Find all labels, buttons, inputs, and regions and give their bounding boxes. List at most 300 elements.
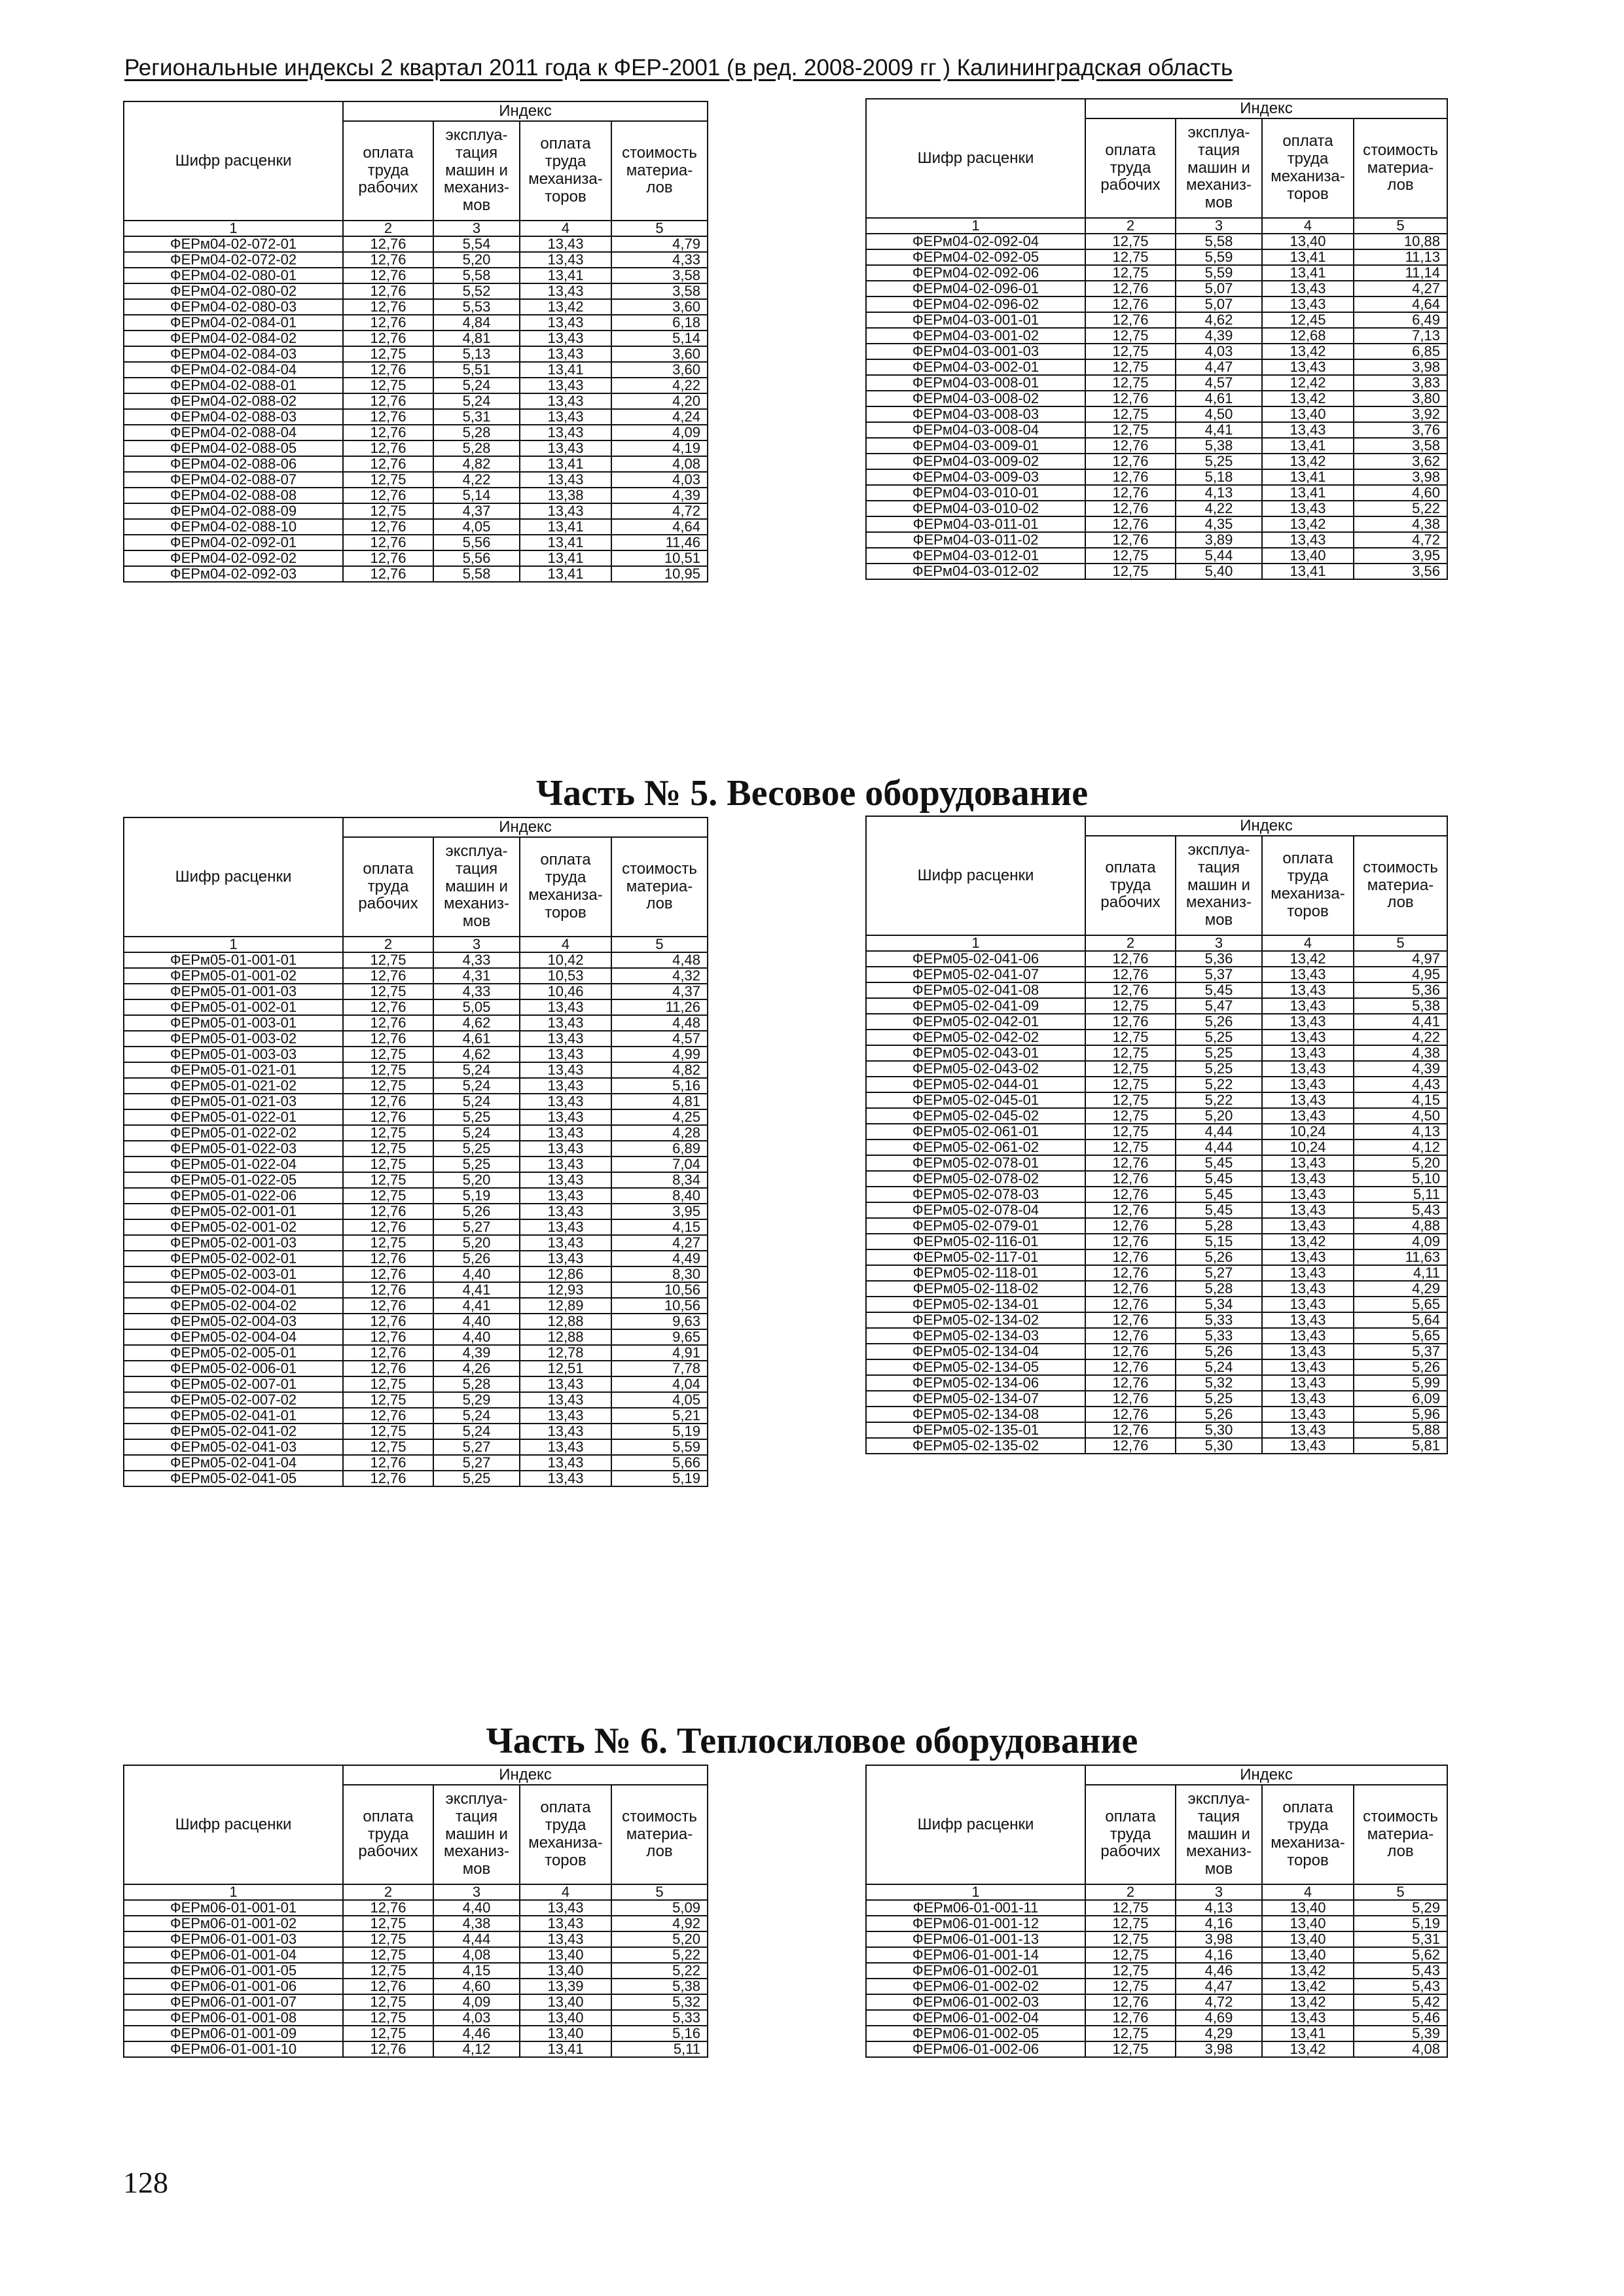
machines-index-cell: 4,37 [433,503,520,519]
table-row [866,375,1447,391]
header-materials: стоимость материа-лов [611,121,708,221]
materials-index-cell: 3,56 [1354,564,1447,579]
mech-labor-index-cell: 13,43 [520,1094,611,1109]
machines-index-cell: 4,47 [1176,1979,1262,1994]
table-row [866,1312,1447,1328]
column-number: 4 [1262,218,1354,234]
mech-labor-index-cell: 13,43 [1262,1045,1354,1061]
machines-index-cell: 4,40 [433,1266,520,1282]
mech-labor-index-cell: 13,43 [1262,501,1354,516]
machines-index-cell: 5,24 [433,1125,520,1141]
materials-index-cell: 4,91 [611,1345,708,1361]
machines-index-cell: 3,98 [1176,2041,1262,2057]
rate-code-cell: ФЕРм06-01-001-01 [124,1900,343,1916]
table-row [124,1125,708,1141]
table-row [866,1979,1447,1994]
table-row [124,331,708,346]
mech-labor-index-cell: 13,38 [520,488,611,503]
materials-index-cell: 5,31 [1354,1931,1447,1947]
machines-index-cell: 4,16 [1176,1947,1262,1963]
rate-code-cell: ФЕРм06-01-001-13 [866,1931,1085,1947]
machines-index-cell: 5,47 [1176,998,1262,1014]
rate-code-cell: ФЕРм05-02-135-01 [866,1422,1085,1438]
materials-index-cell: 6,85 [1354,344,1447,359]
mech-labor-index-cell: 13,43 [1262,1077,1354,1092]
materials-index-cell: 7,04 [611,1157,708,1172]
machines-index-cell: 4,60 [433,1979,520,1994]
rate-code-cell: ФЕРм05-01-001-03 [124,984,343,999]
labor-index-cell: 12,75 [343,1062,433,1078]
labor-index-cell: 12,76 [343,299,433,315]
materials-index-cell: 5,16 [611,2026,708,2041]
labor-index-cell: 12,76 [343,1900,433,1916]
materials-index-cell: 3,95 [611,1204,708,1219]
materials-index-cell: 8,30 [611,1266,708,1282]
table-row [124,1314,708,1329]
rate-code-cell: ФЕРм05-02-134-01 [866,1297,1085,1312]
labor-index-cell: 12,76 [343,550,433,566]
column-number: 3 [1176,218,1262,234]
mech-labor-index-cell: 12,88 [520,1314,611,1329]
header-mech-labor: оплата труда механиза-торов [1262,836,1354,935]
materials-index-cell: 5,81 [1354,1438,1447,1454]
rate-code-cell: ФЕРм05-02-041-04 [124,1455,343,1471]
machines-index-cell: 5,25 [1176,1391,1262,1407]
labor-index-cell: 12,76 [343,535,433,550]
table-row [866,1014,1447,1030]
table-row [124,1204,708,1219]
table-row [124,472,708,488]
table-row [124,1963,708,1979]
materials-index-cell: 9,63 [611,1314,708,1329]
rate-code-cell: ФЕРм04-03-009-01 [866,438,1085,454]
rate-code-cell: ФЕРм04-03-008-01 [866,375,1085,391]
machines-index-cell: 5,32 [1176,1375,1262,1391]
table-row [866,501,1447,516]
materials-index-cell: 5,22 [1354,501,1447,516]
table-row [124,252,708,268]
header-materials: стоимость материа-лов [1354,1785,1447,1884]
labor-index-cell: 12,75 [343,378,433,393]
table-row [124,1109,708,1125]
table-row [866,1030,1447,1045]
mech-labor-index-cell: 13,43 [520,1062,611,1078]
labor-index-cell: 12,75 [1085,1124,1176,1139]
table-row [124,952,708,968]
machines-index-cell: 5,24 [433,1094,520,1109]
machines-index-cell: 5,45 [1176,982,1262,998]
table-row [124,409,708,425]
table-row [124,1376,708,1392]
table-row [866,1994,1447,2010]
mech-labor-index-cell: 12,42 [1262,375,1354,391]
machines-index-cell: 5,58 [433,268,520,283]
mech-labor-index-cell: 13,43 [520,1109,611,1125]
machines-index-cell: 5,45 [1176,1187,1262,1202]
machines-index-cell: 4,41 [433,1298,520,1314]
column-number: 4 [520,937,611,952]
materials-index-cell: 4,11 [1354,1265,1447,1281]
machines-index-cell: 4,26 [433,1361,520,1376]
table-row [866,1061,1447,1077]
machines-index-cell: 5,26 [433,1204,520,1219]
table-row [124,1188,708,1204]
table-row [866,469,1447,485]
table-row [124,1900,708,1916]
machines-index-cell: 5,56 [433,550,520,566]
machines-index-cell: 5,07 [1176,296,1262,312]
column-number: 2 [1085,218,1176,234]
column-number: 5 [611,221,708,236]
materials-index-cell: 4,82 [611,1062,708,1078]
materials-index-cell: 8,40 [611,1188,708,1204]
rate-code-cell: ФЕРм05-02-006-01 [124,1361,343,1376]
labor-index-cell: 12,75 [1085,234,1176,249]
labor-index-cell: 12,76 [343,1251,433,1266]
materials-index-cell: 5,26 [1354,1359,1447,1375]
machines-index-cell: 4,46 [1176,1963,1262,1979]
machines-index-cell: 5,24 [433,393,520,409]
machines-index-cell: 5,24 [433,1408,520,1424]
mech-labor-index-cell: 13,39 [520,1979,611,1994]
rate-code-cell: ФЕРм05-02-041-09 [866,998,1085,1014]
labor-index-cell: 12,75 [1085,2026,1176,2041]
labor-index-cell: 12,75 [343,1424,433,1439]
labor-index-cell: 12,75 [1085,548,1176,564]
table-row [124,1471,708,1486]
table-row [124,2041,708,2057]
machines-index-cell: 4,40 [433,1329,520,1345]
rate-code-cell: ФЕРм04-02-088-01 [124,378,343,393]
rate-code-cell: ФЕРм05-01-021-03 [124,1094,343,1109]
materials-index-cell: 5,88 [1354,1422,1447,1438]
mech-labor-index-cell: 13,43 [520,1015,611,1031]
labor-index-cell: 12,76 [343,488,433,503]
mech-labor-index-cell: 13,43 [1262,1265,1354,1281]
table-row [866,548,1447,564]
table-row [866,1155,1447,1171]
materials-index-cell: 4,97 [1354,951,1447,967]
materials-index-cell: 4,41 [1354,1014,1447,1030]
column-number: 4 [520,1884,611,1900]
machines-index-cell: 4,03 [1176,344,1262,359]
table-row [866,1916,1447,1931]
table-row [124,440,708,456]
machines-index-cell: 5,33 [1176,1328,1262,1344]
rate-code-cell: ФЕРм05-02-061-01 [866,1124,1085,1139]
column-number: 1 [124,937,343,952]
labor-index-cell: 12,76 [343,1345,433,1361]
mech-labor-index-cell: 12,68 [1262,328,1354,344]
materials-index-cell: 3,98 [1354,359,1447,375]
rate-code-cell: ФЕРм06-01-001-04 [124,1947,343,1963]
materials-index-cell: 5,65 [1354,1297,1447,1312]
mech-labor-index-cell: 13,42 [1262,516,1354,532]
rate-code-cell: ФЕРм05-02-134-07 [866,1391,1085,1407]
labor-index-cell: 12,75 [343,1235,433,1251]
materials-index-cell: 4,48 [611,952,708,968]
column-number: 2 [343,221,433,236]
mech-labor-index-cell: 13,43 [520,1408,611,1424]
machines-index-cell: 5,59 [1176,265,1262,281]
machines-index-cell: 5,45 [1176,1202,1262,1218]
machines-index-cell: 5,24 [433,378,520,393]
labor-index-cell: 12,76 [1085,1281,1176,1297]
table-row [866,2026,1447,2041]
materials-index-cell: 6,89 [611,1141,708,1157]
materials-index-cell: 5,19 [611,1424,708,1439]
materials-index-cell: 4,64 [611,519,708,535]
rate-code-cell: ФЕРм04-03-008-04 [866,422,1085,438]
mech-labor-index-cell: 13,43 [1262,1218,1354,1234]
rate-code-cell: ФЕРм04-02-092-04 [866,234,1085,249]
table-row [124,1157,708,1172]
labor-index-cell: 12,75 [1085,1900,1176,1916]
materials-index-cell: 4,15 [1354,1092,1447,1108]
table-row [866,1947,1447,1963]
labor-index-cell: 12,76 [343,362,433,378]
table-row [866,1344,1447,1359]
mech-labor-index-cell: 13,41 [520,456,611,472]
labor-index-cell: 12,75 [1085,1139,1176,1155]
machines-index-cell: 4,84 [433,315,520,331]
rate-code-cell: ФЕРм04-02-088-10 [124,519,343,535]
labor-index-cell: 12,76 [1085,516,1176,532]
materials-index-cell: 8,34 [611,1172,708,1188]
materials-index-cell: 6,49 [1354,312,1447,328]
rate-code-cell: ФЕРм04-02-080-01 [124,268,343,283]
rate-code-cell: ФЕРм04-03-012-02 [866,564,1085,579]
mech-labor-index-cell: 13,43 [1262,1171,1354,1187]
labor-index-cell: 12,76 [343,1282,433,1298]
mech-labor-index-cell: 13,43 [1262,1014,1354,1030]
labor-index-cell: 12,75 [1085,564,1176,579]
machines-index-cell: 4,72 [1176,1994,1262,2010]
mech-labor-index-cell: 12,78 [520,1345,611,1361]
materials-index-cell: 5,37 [1354,1344,1447,1359]
materials-index-cell: 5,19 [611,1471,708,1486]
table-row [866,1391,1447,1407]
table-row [124,456,708,472]
mech-labor-index-cell: 13,43 [1262,1249,1354,1265]
column-number: 2 [343,937,433,952]
labor-index-cell: 12,76 [1085,1187,1176,1202]
table-row [124,1329,708,1345]
header-mech-labor: оплата труда механиза-торов [520,1785,611,1884]
materials-index-cell: 5,14 [611,331,708,346]
mech-labor-index-cell: 13,41 [1262,265,1354,281]
materials-index-cell: 4,28 [611,1125,708,1141]
rate-code-cell: ФЕРм04-02-092-05 [866,249,1085,265]
table-row [124,1439,708,1455]
header-materials: стоимость материа-лов [1354,118,1447,218]
machines-index-cell: 4,12 [433,2041,520,2057]
mech-labor-index-cell: 13,43 [520,1125,611,1141]
rate-code-cell: ФЕРм05-02-117-01 [866,1249,1085,1265]
materials-index-cell: 5,36 [1354,982,1447,998]
materials-index-cell: 3,58 [1354,438,1447,454]
table-row [124,1979,708,1994]
table-row [866,1963,1447,1979]
labor-index-cell: 12,75 [343,952,433,968]
labor-index-cell: 12,75 [343,1188,433,1204]
machines-index-cell: 5,58 [433,566,520,582]
mech-labor-index-cell: 13,43 [520,1900,611,1916]
column-number: 3 [433,221,520,236]
materials-index-cell: 4,03 [611,472,708,488]
rate-code-cell: ФЕРм05-02-001-02 [124,1219,343,1235]
machines-index-cell: 5,15 [1176,1234,1262,1249]
column-number: 3 [433,937,520,952]
table-row [124,1424,708,1439]
table-row [866,1359,1447,1375]
labor-index-cell: 12,75 [343,1047,433,1062]
table-row [124,1392,708,1408]
mech-labor-index-cell: 13,43 [520,346,611,362]
rate-code-cell: ФЕРм05-02-007-02 [124,1392,343,1408]
mech-labor-index-cell: 13,41 [520,268,611,283]
rate-code-cell: ФЕРм04-03-001-01 [866,312,1085,328]
header-labor: оплата труда рабочих [1085,836,1176,935]
mech-labor-index-cell: 13,43 [520,1141,611,1157]
rate-code-cell: ФЕРм05-02-135-02 [866,1438,1085,1454]
mech-labor-index-cell: 13,42 [1262,1963,1354,1979]
machines-index-cell: 4,62 [433,1015,520,1031]
materials-index-cell: 3,95 [1354,548,1447,564]
rate-code-cell: ФЕРм04-02-072-02 [124,252,343,268]
header-mech-labor: оплата труда механиза-торов [520,837,611,937]
mech-labor-index-cell: 13,43 [1262,982,1354,998]
machines-index-cell: 4,46 [433,2026,520,2041]
machines-index-cell: 4,40 [433,1314,520,1329]
table-row [124,362,708,378]
materials-index-cell: 4,32 [611,968,708,984]
rate-code-cell: ФЕРм04-02-092-01 [124,535,343,550]
labor-index-cell: 12,75 [343,1963,433,1979]
table-row [866,1422,1447,1438]
table-row [866,422,1447,438]
machines-index-cell: 5,25 [1176,1061,1262,1077]
rate-code-cell: ФЕРм05-02-041-07 [866,967,1085,982]
mech-labor-index-cell: 13,43 [1262,1391,1354,1407]
mech-labor-index-cell: 13,40 [520,1963,611,1979]
mech-labor-index-cell: 13,43 [520,1471,611,1486]
rate-code-cell: ФЕРм04-02-088-05 [124,440,343,456]
labor-index-cell: 12,76 [343,1266,433,1282]
materials-index-cell: 4,04 [611,1376,708,1392]
mech-labor-index-cell: 12,88 [520,1329,611,1345]
rate-code-cell: ФЕРм05-02-045-02 [866,1108,1085,1124]
machines-index-cell: 4,39 [433,1345,520,1361]
mech-labor-index-cell: 13,41 [1262,2026,1354,2041]
rate-code-cell: ФЕРм04-03-008-03 [866,406,1085,422]
machines-index-cell: 4,35 [1176,516,1262,532]
mech-labor-index-cell: 13,43 [520,1188,611,1204]
labor-index-cell: 12,75 [1085,1108,1176,1124]
labor-index-cell: 12,75 [343,1439,433,1455]
header-labor: оплата труда рабочих [1085,1785,1176,1884]
labor-index-cell: 12,76 [1085,391,1176,406]
labor-index-cell: 12,76 [343,268,433,283]
labor-index-cell: 12,75 [343,346,433,362]
labor-index-cell: 12,76 [1085,1249,1176,1265]
materials-index-cell: 4,27 [611,1235,708,1251]
index-table-part6-right [865,1765,1448,2058]
header-machines: эксплуа-тация машин и механиз-мов [433,1785,520,1884]
table-row [124,1282,708,1298]
machines-index-cell: 5,25 [1176,1030,1262,1045]
labor-index-cell: 12,75 [1085,1979,1176,1994]
labor-index-cell: 12,75 [1085,998,1176,1014]
labor-index-cell: 12,76 [1085,2010,1176,2026]
labor-index-cell: 12,75 [343,1376,433,1392]
table-row [124,378,708,393]
rate-code-cell: ФЕРм05-02-118-01 [866,1265,1085,1281]
machines-index-cell: 5,26 [1176,1249,1262,1265]
labor-index-cell: 12,75 [1085,1931,1176,1947]
machines-index-cell: 5,25 [1176,1045,1262,1061]
machines-index-cell: 4,57 [1176,375,1262,391]
table-row [866,281,1447,296]
table-row [124,566,708,582]
mech-labor-index-cell: 13,43 [520,331,611,346]
table-row [866,1045,1447,1061]
materials-index-cell: 4,33 [611,252,708,268]
machines-index-cell: 5,20 [433,252,520,268]
mech-labor-index-cell: 13,43 [520,1455,611,1471]
table-row [866,982,1447,998]
mech-labor-index-cell: 13,43 [1262,422,1354,438]
table-row [124,1455,708,1471]
materials-index-cell: 4,72 [611,503,708,519]
rate-code-cell: ФЕРм05-02-042-01 [866,1014,1085,1030]
rate-code-cell: ФЕРм04-02-084-04 [124,362,343,378]
labor-index-cell: 12,75 [343,1172,433,1188]
rate-code-cell: ФЕРм04-02-092-02 [124,550,343,566]
mech-labor-index-cell: 13,43 [520,425,611,440]
materials-index-cell: 5,59 [611,1439,708,1455]
materials-index-cell: 9,65 [611,1329,708,1345]
labor-index-cell: 12,76 [1085,1438,1176,1454]
machines-index-cell: 4,22 [433,472,520,488]
labor-index-cell: 12,75 [343,1994,433,2010]
mech-labor-index-cell: 13,43 [520,1078,611,1094]
materials-index-cell: 4,22 [611,378,708,393]
rate-code-cell: ФЕРм05-02-004-01 [124,1282,343,1298]
labor-index-cell: 12,75 [343,1078,433,1094]
machines-index-cell: 4,47 [1176,359,1262,375]
mech-labor-index-cell: 13,43 [1262,1375,1354,1391]
materials-index-cell: 5,33 [611,2010,708,2026]
machines-index-cell: 5,59 [1176,249,1262,265]
labor-index-cell: 12,75 [1085,328,1176,344]
materials-index-cell: 5,21 [611,1408,708,1424]
table-row [866,296,1447,312]
column-number: 5 [611,937,708,952]
mech-labor-index-cell: 13,42 [1262,2041,1354,2057]
labor-index-cell: 12,75 [1085,1077,1176,1092]
rate-code-cell: ФЕРм05-02-041-01 [124,1408,343,1424]
rate-code-cell: ФЕРм05-02-079-01 [866,1218,1085,1234]
table-row [866,1077,1447,1092]
machines-index-cell: 5,30 [1176,1422,1262,1438]
machines-index-cell: 5,28 [433,440,520,456]
mech-labor-index-cell: 13,43 [1262,1344,1354,1359]
header-code: Шифр расценки [866,99,1085,218]
labor-index-cell: 12,76 [343,331,433,346]
mech-labor-index-cell: 13,43 [1262,2010,1354,2026]
rate-code-cell: ФЕРм06-01-001-10 [124,2041,343,2057]
